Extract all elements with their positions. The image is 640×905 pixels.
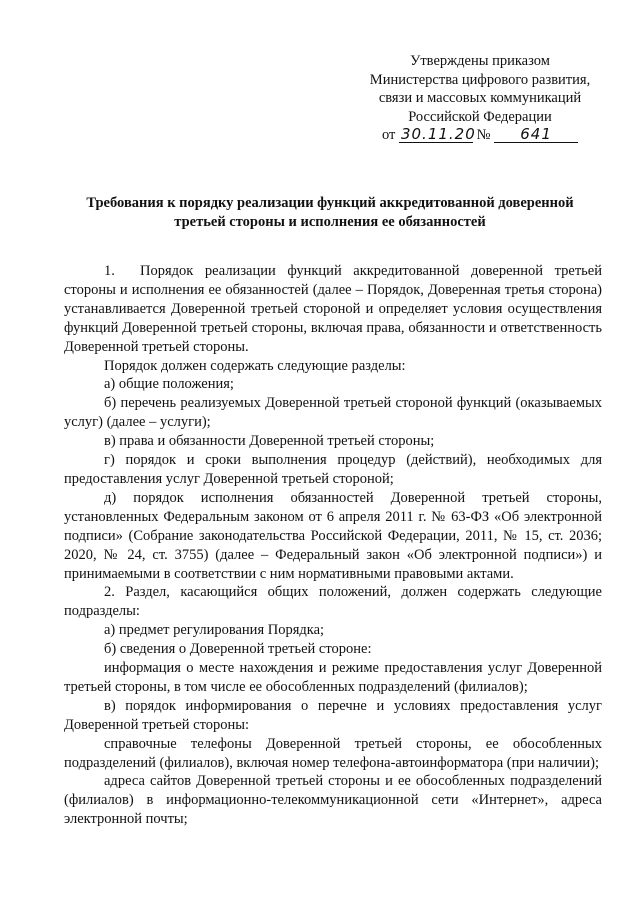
paragraph: 2. Раздел, касающийся общих положений, должен содержать следующие подразделы: [64,584,602,620]
approval-line-1: Утверждены приказом [410,53,550,69]
approval-date-line [355,126,605,146]
paragraph: справочные телефоны Доверенной третьей стороны, ее обособленных подразделений (филиалов), включая номер телефона-автоинформатора (при наличии); [64,735,602,771]
approval-block [355,52,605,146]
document-body [64,262,602,829]
paragraph: в) права и обязанности Доверенной третьей стороны; [104,433,435,450]
paragraph: а) общие положения; [104,376,234,393]
approval-line-3: связи и массовых коммуникаций [378,90,582,106]
document-title: Требования к порядку реализации функций аккредитованной доверенной третьей стороны и исполнения ее обязанностей [86,195,574,230]
approval-line-2: Министерства цифрового развития, [369,71,591,88]
paragraph: б) сведения о Доверенной третьей стороне: [104,641,372,658]
paragraph: в) порядок информирования о перечне и условиях предоставления услуг Доверенной третьей стороны: [64,697,602,733]
approval-line-4: Российской Федерации [408,108,552,125]
paragraph-number: 1. [104,263,115,279]
paragraph: д) порядок исполнения обязанностей Доверенной третьей стороны, установленных Федеральным законом от 6 апреля 2011 г. № 63-ФЗ «Об электронной подписи» (Собрание законодательства Российской Федерации, 2011, № 15, ст. 2036; 2020, № 24, ст. 3755) (далее – Федеральный закон «Об электронной подписи») и принимаемыми в соответствии с ним нормативными правовыми актами. [64,489,602,582]
number-sign: № [476,127,491,143]
handwritten-number: 641 [494,127,578,143]
paragraph-1 [64,262,602,357]
paragraph: а) предмет регулирования Порядка; [104,622,325,639]
paragraph: Порядок должен содержать следующие разделы: [104,357,406,374]
paragraph: г) порядок и сроки выполнения процедур (действий), необходимых для предоставления услуг Доверенной третьей стороной; [64,452,602,487]
date-prefix: от [381,127,396,143]
paragraph-text: Порядок реализации функций аккредитованной доверенной третьей стороны и исполнения ее обязанностей (далее – Порядок, Доверенная третья сторона) устанавливается Доверенной третьей стороной и определяет условия осуществления функций Доверенной третьей стороны, включая права, обязанности и ответственность Доверенной третьей стороны. [64,263,602,355]
paragraph: б) перечень реализуемых Доверенной третьей стороной функций (оказываемых услуг) (далее – услуги); [64,395,602,431]
paragraph: информация о месте нахождения и режиме предоставления услуг Доверенной третьей стороны, в том числе ее обособленных подразделений (филиалов); [64,660,602,695]
handwritten-date: 30.11.20 [400,125,476,143]
paragraph: адреса сайтов Доверенной третьей стороны и ее обособленных подразделений (филиалов) в информационно-телекоммуникационной сети «Интернет», адреса электронной почты; [64,773,602,828]
